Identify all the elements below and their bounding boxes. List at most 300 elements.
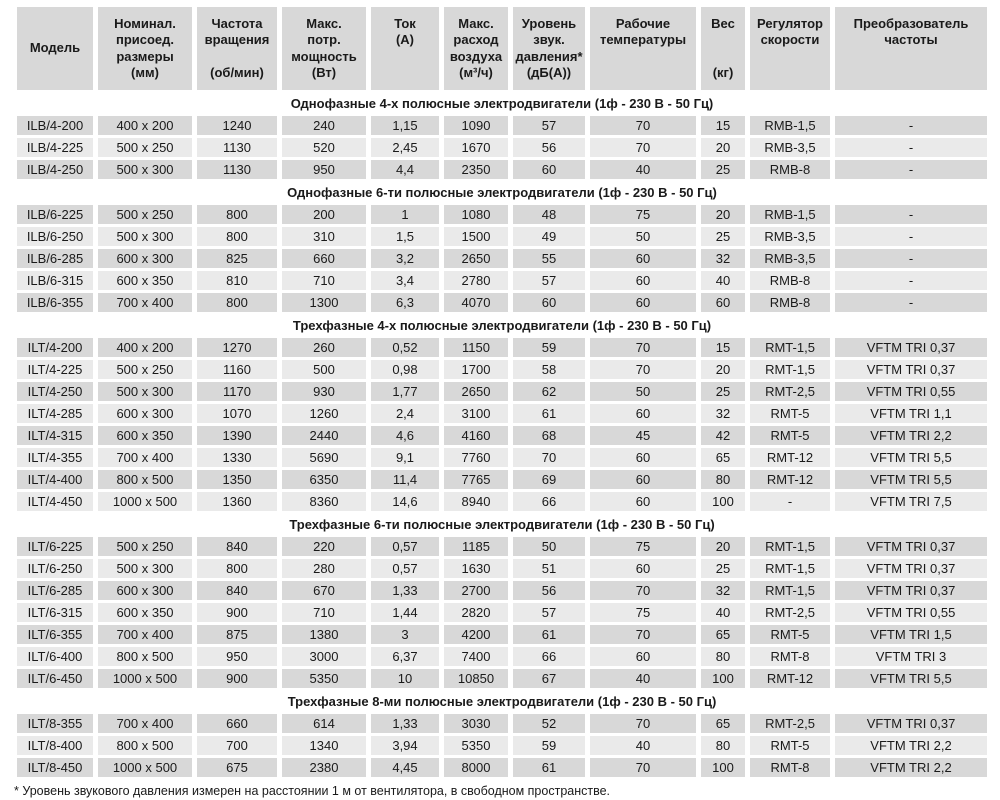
table-cell-temp: 70 <box>590 625 696 644</box>
table-row <box>17 271 987 290</box>
table-cell-temp: 60 <box>590 559 696 578</box>
table-cell-current: 6,3 <box>371 293 439 312</box>
table-cell-dimensions: 600 x 350 <box>98 426 192 445</box>
table-cell-model: ILT/4-315 <box>17 426 93 445</box>
section-row <box>17 691 987 711</box>
table-cell-model: ILB/6-225 <box>17 205 93 224</box>
table-cell-rpm: 1330 <box>197 448 277 467</box>
table-cell-regulator: RMT-1,5 <box>750 581 830 600</box>
table-cell-power: 660 <box>282 249 366 268</box>
table-cell-noise: 51 <box>513 559 585 578</box>
table-cell-current: 1,33 <box>371 714 439 733</box>
table-cell-dimensions: 600 x 300 <box>98 249 192 268</box>
table-cell-current: 9,1 <box>371 448 439 467</box>
column-header-label: Регулятор скорости <box>757 16 823 48</box>
table-cell-converter: - <box>835 271 987 290</box>
table-cell-temp: 75 <box>590 205 696 224</box>
table-cell-power: 500 <box>282 360 366 379</box>
table-cell-noise: 56 <box>513 138 585 157</box>
table-row <box>17 404 987 423</box>
table-cell-noise: 60 <box>513 293 585 312</box>
table-cell-converter: VFTM TRI 2,2 <box>835 758 987 777</box>
table-cell-model: ILT/6-250 <box>17 559 93 578</box>
table-cell-power: 8360 <box>282 492 366 511</box>
table-cell-converter: VFTM TRI 7,5 <box>835 492 987 511</box>
table-cell-noise: 49 <box>513 227 585 246</box>
table-cell-rpm: 1130 <box>197 160 277 179</box>
table-cell-regulator: RMT-2,5 <box>750 714 830 733</box>
section-title: Однофазные 6-ти полюсные электродвигатели (1ф - 230 В - 50 Гц) <box>17 182 987 202</box>
table-cell-converter: - <box>835 227 987 246</box>
table-cell-rpm: 1170 <box>197 382 277 401</box>
column-header-label: Макс. потр. мощность (Вт) <box>291 16 357 80</box>
table-cell-current: 11,4 <box>371 470 439 489</box>
table-cell-power: 220 <box>282 537 366 556</box>
table-cell-current: 1 <box>371 205 439 224</box>
table-cell-regulator: RMT-8 <box>750 647 830 666</box>
table-cell-weight: 20 <box>701 537 745 556</box>
table-cell-rpm: 800 <box>197 293 277 312</box>
table-row <box>17 360 987 379</box>
table-cell-rpm: 900 <box>197 669 277 688</box>
table-cell-weight: 100 <box>701 758 745 777</box>
table-cell-regulator: RMT-5 <box>750 736 830 755</box>
table-cell-noise: 68 <box>513 426 585 445</box>
table-cell-temp: 70 <box>590 338 696 357</box>
section-title: Трехфазные 8-ми полюсные электродвигатели (1ф - 230 В - 50 Гц) <box>17 691 987 711</box>
table-cell-temp: 60 <box>590 249 696 268</box>
table-cell-noise: 59 <box>513 338 585 357</box>
table-cell-current: 0,98 <box>371 360 439 379</box>
table-cell-power: 1300 <box>282 293 366 312</box>
table-cell-airflow: 3030 <box>444 714 508 733</box>
table-cell-current: 1,15 <box>371 116 439 135</box>
table-cell-converter: VFTM TRI 0,55 <box>835 382 987 401</box>
table-cell-temp: 70 <box>590 360 696 379</box>
table-cell-noise: 57 <box>513 603 585 622</box>
table-row <box>17 448 987 467</box>
table-row <box>17 227 987 246</box>
table-cell-temp: 45 <box>590 426 696 445</box>
table-cell-rpm: 800 <box>197 559 277 578</box>
table-cell-current: 0,52 <box>371 338 439 357</box>
table-cell-noise: 52 <box>513 714 585 733</box>
table-cell-dimensions: 400 x 200 <box>98 338 192 357</box>
column-header-label: Преобразователь частоты <box>853 16 969 48</box>
table-cell-rpm: 800 <box>197 227 277 246</box>
table-cell-temp: 75 <box>590 603 696 622</box>
table-cell-power: 520 <box>282 138 366 157</box>
table-cell-dimensions: 600 x 350 <box>98 603 192 622</box>
table-cell-power: 710 <box>282 603 366 622</box>
table-cell-rpm: 1350 <box>197 470 277 489</box>
table-cell-airflow: 1630 <box>444 559 508 578</box>
section-row <box>17 182 987 202</box>
table-cell-model: ILB/6-355 <box>17 293 93 312</box>
table-cell-rpm: 950 <box>197 647 277 666</box>
table-cell-temp: 60 <box>590 293 696 312</box>
table-cell-noise: 62 <box>513 382 585 401</box>
table-cell-temp: 60 <box>590 448 696 467</box>
column-header-unit: (об/мин) <box>210 64 264 80</box>
table-cell-weight: 65 <box>701 714 745 733</box>
table-cell-noise: 69 <box>513 470 585 489</box>
table-cell-noise: 61 <box>513 758 585 777</box>
table-cell-noise: 57 <box>513 271 585 290</box>
table-cell-airflow: 2650 <box>444 382 508 401</box>
header-row <box>17 7 987 90</box>
table-cell-noise: 55 <box>513 249 585 268</box>
table-cell-model: ILB/6-285 <box>17 249 93 268</box>
table-cell-model: ILT/4-355 <box>17 448 93 467</box>
table-cell-dimensions: 700 x 400 <box>98 448 192 467</box>
table-cell-rpm: 675 <box>197 758 277 777</box>
table-cell-rpm: 875 <box>197 625 277 644</box>
table-cell-model: ILT/4-400 <box>17 470 93 489</box>
table-cell-airflow: 1500 <box>444 227 508 246</box>
table-cell-current: 3 <box>371 625 439 644</box>
section-title: Однофазные 4-х полюсные электродвигатели (1ф - 230 В - 50 Гц) <box>17 93 987 113</box>
column-header-dimensions <box>98 7 192 90</box>
table-cell-power: 200 <box>282 205 366 224</box>
table-cell-rpm: 800 <box>197 205 277 224</box>
table-row <box>17 338 987 357</box>
table-row <box>17 537 987 556</box>
table-cell-converter: - <box>835 138 987 157</box>
table-cell-weight: 20 <box>701 205 745 224</box>
table-cell-model: ILB/4-250 <box>17 160 93 179</box>
table-cell-current: 1,77 <box>371 382 439 401</box>
column-header-noise <box>513 7 585 90</box>
table-cell-power: 670 <box>282 581 366 600</box>
table-cell-noise: 58 <box>513 360 585 379</box>
column-header-converter <box>835 7 987 90</box>
table-cell-converter: - <box>835 249 987 268</box>
table-cell-temp: 70 <box>590 581 696 600</box>
table-cell-model: ILB/6-315 <box>17 271 93 290</box>
table-cell-dimensions: 800 x 500 <box>98 470 192 489</box>
table-cell-weight: 25 <box>701 160 745 179</box>
table-cell-airflow: 4200 <box>444 625 508 644</box>
table-cell-noise: 61 <box>513 404 585 423</box>
table-row <box>17 116 987 135</box>
table-cell-model: ILT/4-285 <box>17 404 93 423</box>
table-cell-model: ILT/4-225 <box>17 360 93 379</box>
table-cell-current: 4,6 <box>371 426 439 445</box>
table-cell-temp: 75 <box>590 537 696 556</box>
table-cell-current: 10 <box>371 669 439 688</box>
column-header-label: Вес <box>711 16 735 31</box>
table-cell-noise: 59 <box>513 736 585 755</box>
table-cell-current: 1,5 <box>371 227 439 246</box>
table-cell-dimensions: 500 x 300 <box>98 382 192 401</box>
section-row <box>17 93 987 113</box>
table-cell-weight: 80 <box>701 470 745 489</box>
table-cell-rpm: 1070 <box>197 404 277 423</box>
table-cell-airflow: 2650 <box>444 249 508 268</box>
table-cell-regulator: RMB-8 <box>750 160 830 179</box>
table-cell-converter: - <box>835 160 987 179</box>
table-cell-airflow: 2820 <box>444 603 508 622</box>
table-cell-converter: VFTM TRI 0,37 <box>835 714 987 733</box>
table-cell-airflow: 7400 <box>444 647 508 666</box>
spec-table <box>12 4 992 780</box>
table-cell-airflow: 1185 <box>444 537 508 556</box>
table-cell-weight: 32 <box>701 581 745 600</box>
table-cell-converter: VFTM TRI 5,5 <box>835 470 987 489</box>
table-cell-model: ILB/4-225 <box>17 138 93 157</box>
table-cell-current: 2,4 <box>371 404 439 423</box>
table-cell-weight: 65 <box>701 625 745 644</box>
table-cell-weight: 65 <box>701 448 745 467</box>
table-cell-regulator: RMT-8 <box>750 758 830 777</box>
table-cell-current: 6,37 <box>371 647 439 666</box>
table-cell-weight: 15 <box>701 116 745 135</box>
table-cell-weight: 80 <box>701 736 745 755</box>
table-cell-model: ILT/4-250 <box>17 382 93 401</box>
table-cell-airflow: 1090 <box>444 116 508 135</box>
table-cell-power: 5350 <box>282 669 366 688</box>
table-cell-power: 2380 <box>282 758 366 777</box>
table-cell-weight: 40 <box>701 603 745 622</box>
table-cell-model: ILB/4-200 <box>17 116 93 135</box>
table-cell-regulator: - <box>750 492 830 511</box>
table-cell-model: ILB/6-250 <box>17 227 93 246</box>
table-cell-rpm: 840 <box>197 581 277 600</box>
table-cell-dimensions: 700 x 400 <box>98 714 192 733</box>
table-cell-weight: 25 <box>701 382 745 401</box>
table-cell-converter: VFTM TRI 5,5 <box>835 669 987 688</box>
table-cell-temp: 60 <box>590 492 696 511</box>
table-cell-dimensions: 800 x 500 <box>98 736 192 755</box>
table-cell-weight: 20 <box>701 138 745 157</box>
table-cell-current: 14,6 <box>371 492 439 511</box>
table-cell-power: 3000 <box>282 647 366 666</box>
table-row <box>17 382 987 401</box>
table-cell-airflow: 1080 <box>444 205 508 224</box>
table-cell-converter: VFTM TRI 0,37 <box>835 559 987 578</box>
table-cell-converter: VFTM TRI 2,2 <box>835 426 987 445</box>
table-cell-noise: 50 <box>513 537 585 556</box>
column-header-weight <box>701 7 745 90</box>
table-cell-temp: 60 <box>590 271 696 290</box>
table-cell-current: 0,57 <box>371 559 439 578</box>
table-cell-weight: 42 <box>701 426 745 445</box>
table-cell-noise: 60 <box>513 160 585 179</box>
section-row <box>17 514 987 534</box>
table-cell-power: 950 <box>282 160 366 179</box>
column-header-unit: (кг) <box>712 64 734 80</box>
table-row <box>17 758 987 777</box>
column-header-regulator <box>750 7 830 90</box>
table-cell-dimensions: 700 x 400 <box>98 293 192 312</box>
table-cell-rpm: 1390 <box>197 426 277 445</box>
table-cell-model: ILT/8-400 <box>17 736 93 755</box>
table-cell-rpm: 900 <box>197 603 277 622</box>
table-cell-weight: 25 <box>701 227 745 246</box>
table-cell-model: ILT/6-355 <box>17 625 93 644</box>
table-cell-converter: VFTM TRI 1,1 <box>835 404 987 423</box>
table-cell-converter: VFTM TRI 2,2 <box>835 736 987 755</box>
table-cell-model: ILT/8-355 <box>17 714 93 733</box>
table-cell-converter: VFTM TRI 0,55 <box>835 603 987 622</box>
table-cell-dimensions: 500 x 250 <box>98 360 192 379</box>
column-header-model <box>17 7 93 90</box>
table-cell-power: 6350 <box>282 470 366 489</box>
table-cell-temp: 70 <box>590 138 696 157</box>
table-cell-model: ILT/4-200 <box>17 338 93 357</box>
table-cell-airflow: 5350 <box>444 736 508 755</box>
column-header-label: Ток (А) <box>394 16 416 48</box>
table-cell-airflow: 4160 <box>444 426 508 445</box>
section-title: Трехфазные 4-х полюсные электродвигатели (1ф - 230 В - 50 Гц) <box>17 315 987 335</box>
table-cell-airflow: 8000 <box>444 758 508 777</box>
table-cell-dimensions: 500 x 300 <box>98 160 192 179</box>
column-header-label: Макс. расход воздуха (м³/ч) <box>449 16 503 80</box>
table-cell-temp: 50 <box>590 227 696 246</box>
table-cell-dimensions: 600 x 300 <box>98 581 192 600</box>
table-cell-power: 5690 <box>282 448 366 467</box>
table-cell-regulator: RMB-8 <box>750 271 830 290</box>
column-header-airflow <box>444 7 508 90</box>
table-cell-current: 3,2 <box>371 249 439 268</box>
table-row <box>17 647 987 666</box>
column-header-current <box>371 7 439 90</box>
table-cell-airflow: 2700 <box>444 581 508 600</box>
footnote: * Уровень звукового давления измерен на расстоянии 1 м от вентилятора, в свободном пространстве. <box>14 784 611 798</box>
table-cell-noise: 57 <box>513 116 585 135</box>
table-cell-power: 310 <box>282 227 366 246</box>
table-cell-model: ILT/8-450 <box>17 758 93 777</box>
table-cell-model: ILT/4-450 <box>17 492 93 511</box>
table-cell-temp: 50 <box>590 382 696 401</box>
table-cell-temp: 60 <box>590 404 696 423</box>
table-cell-converter: VFTM TRI 0,37 <box>835 581 987 600</box>
table-cell-model: ILT/6-400 <box>17 647 93 666</box>
table-cell-converter: VFTM TRI 0,37 <box>835 360 987 379</box>
table-cell-converter: VFTM TRI 3 <box>835 647 987 666</box>
table-cell-noise: 66 <box>513 492 585 511</box>
table-cell-regulator: RMB-8 <box>750 293 830 312</box>
table-cell-rpm: 660 <box>197 714 277 733</box>
table-cell-current: 4,45 <box>371 758 439 777</box>
table-cell-airflow: 2350 <box>444 160 508 179</box>
table-cell-current: 3,94 <box>371 736 439 755</box>
table-cell-converter: VFTM TRI 5,5 <box>835 448 987 467</box>
table-cell-dimensions: 500 x 250 <box>98 205 192 224</box>
table-cell-power: 614 <box>282 714 366 733</box>
table-cell-airflow: 7760 <box>444 448 508 467</box>
table-row <box>17 470 987 489</box>
table-cell-airflow: 8940 <box>444 492 508 511</box>
table-row <box>17 205 987 224</box>
table-cell-regulator: RMT-5 <box>750 625 830 644</box>
section-row <box>17 315 987 335</box>
table-cell-dimensions: 400 x 200 <box>98 116 192 135</box>
table-cell-noise: 56 <box>513 581 585 600</box>
table-cell-airflow: 2780 <box>444 271 508 290</box>
column-header-temp <box>590 7 696 90</box>
column-header-rpm <box>197 7 277 90</box>
table-cell-weight: 100 <box>701 669 745 688</box>
table-cell-regulator: RMB-1,5 <box>750 116 830 135</box>
table-cell-regulator: RMT-12 <box>750 669 830 688</box>
table-cell-converter: - <box>835 205 987 224</box>
table-cell-airflow: 1670 <box>444 138 508 157</box>
table-cell-dimensions: 600 x 300 <box>98 404 192 423</box>
table-cell-dimensions: 1000 x 500 <box>98 492 192 511</box>
table-cell-power: 1380 <box>282 625 366 644</box>
table-row <box>17 492 987 511</box>
table-cell-regulator: RMB-3,5 <box>750 227 830 246</box>
table-cell-current: 1,44 <box>371 603 439 622</box>
table-cell-rpm: 1240 <box>197 116 277 135</box>
table-cell-airflow: 4070 <box>444 293 508 312</box>
table-cell-temp: 70 <box>590 116 696 135</box>
table-cell-rpm: 825 <box>197 249 277 268</box>
table-cell-dimensions: 1000 x 500 <box>98 669 192 688</box>
table-row <box>17 426 987 445</box>
table-cell-dimensions: 500 x 300 <box>98 559 192 578</box>
table-row <box>17 736 987 755</box>
table-row <box>17 249 987 268</box>
table-cell-converter: - <box>835 293 987 312</box>
table-cell-regulator: RMT-1,5 <box>750 338 830 357</box>
table-cell-temp: 40 <box>590 736 696 755</box>
table-cell-rpm: 1160 <box>197 360 277 379</box>
table-cell-dimensions: 500 x 250 <box>98 138 192 157</box>
table-cell-temp: 70 <box>590 758 696 777</box>
table-cell-rpm: 810 <box>197 271 277 290</box>
table-cell-power: 1260 <box>282 404 366 423</box>
table-cell-temp: 40 <box>590 160 696 179</box>
table-row <box>17 714 987 733</box>
table-cell-power: 240 <box>282 116 366 135</box>
table-row <box>17 160 987 179</box>
column-header-label: Модель <box>29 40 81 56</box>
table-cell-weight: 100 <box>701 492 745 511</box>
table-cell-power: 280 <box>282 559 366 578</box>
table-cell-current: 4,4 <box>371 160 439 179</box>
table-cell-power: 2440 <box>282 426 366 445</box>
column-header-label: Уровень звук. давления* (дБ(А)) <box>515 16 583 80</box>
table-cell-rpm: 1360 <box>197 492 277 511</box>
table-cell-regulator: RMT-5 <box>750 426 830 445</box>
table-cell-airflow: 7765 <box>444 470 508 489</box>
table-cell-model: ILT/6-285 <box>17 581 93 600</box>
table-cell-rpm: 1130 <box>197 138 277 157</box>
table-row <box>17 581 987 600</box>
table-row <box>17 625 987 644</box>
table-cell-dimensions: 600 x 350 <box>98 271 192 290</box>
table-cell-rpm: 1270 <box>197 338 277 357</box>
table-cell-dimensions: 700 x 400 <box>98 625 192 644</box>
table-cell-weight: 20 <box>701 360 745 379</box>
table-cell-rpm: 700 <box>197 736 277 755</box>
table-cell-weight: 25 <box>701 559 745 578</box>
table-cell-regulator: RMT-1,5 <box>750 559 830 578</box>
table-cell-converter: - <box>835 116 987 135</box>
section-title: Трехфазные 6-ти полюсные электродвигатели (1ф - 230 В - 50 Гц) <box>17 514 987 534</box>
table-cell-current: 2,45 <box>371 138 439 157</box>
column-header-label: Рабочие температуры <box>599 16 687 48</box>
table-cell-dimensions: 800 x 500 <box>98 647 192 666</box>
table-cell-weight: 15 <box>701 338 745 357</box>
table-cell-rpm: 840 <box>197 537 277 556</box>
column-header-label: Частота вращения <box>204 16 270 48</box>
table-cell-regulator: RMB-3,5 <box>750 249 830 268</box>
table-cell-weight: 40 <box>701 271 745 290</box>
